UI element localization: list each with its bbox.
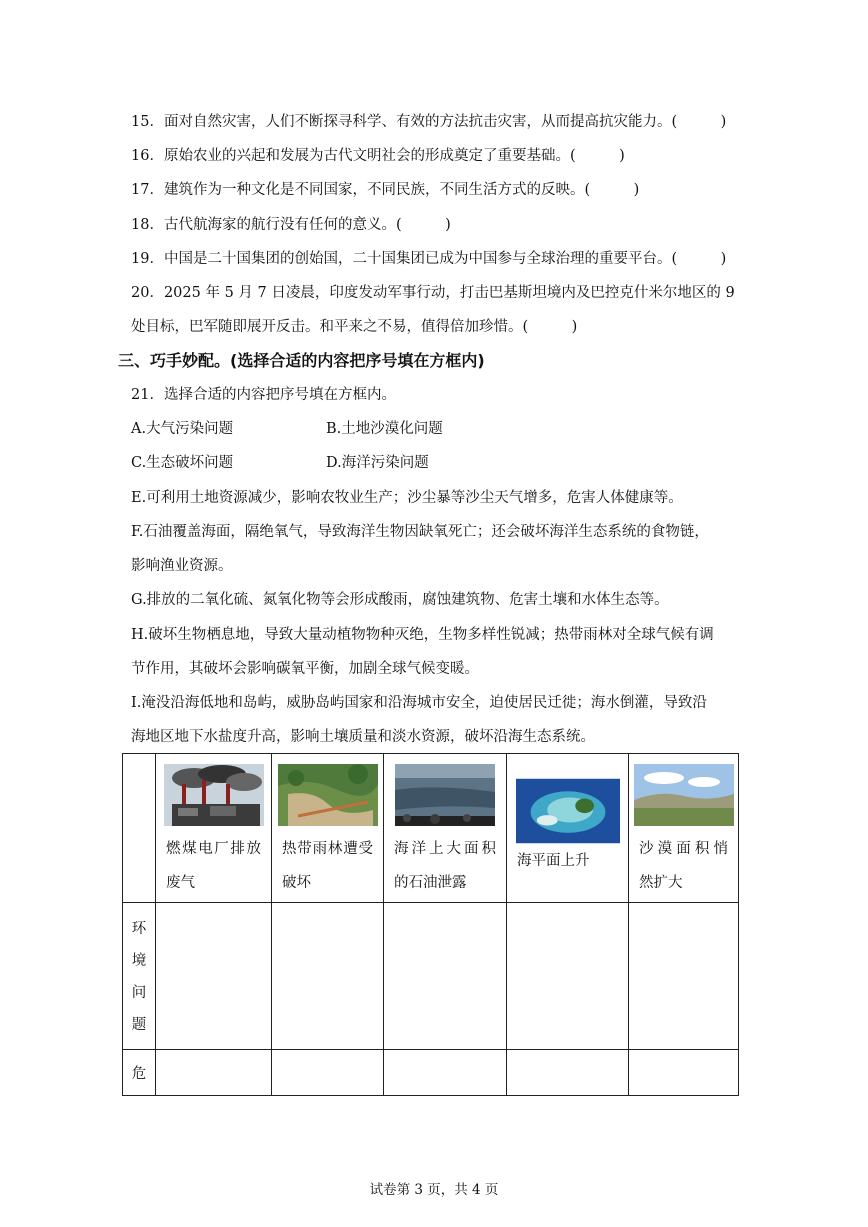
- option-a: A.大气污染问题: [131, 421, 234, 437]
- option-c: C.生态破坏问题: [131, 455, 234, 471]
- option-f-line1: F.石油覆盖海面，隔绝氧气，导致海洋生物因缺氧死亡；还会破坏海洋生态系统的食物链，: [131, 524, 709, 540]
- power-plant-image: [164, 764, 264, 826]
- image-cell-power-plant: [156, 754, 272, 903]
- answer-cell-problem-1[interactable]: [156, 903, 272, 1050]
- option-h-line1: H.破坏生物栖息地，导致大量动植物物种灭绝，生物多样性锐减；热带雨林对全球气候有调: [131, 627, 714, 643]
- caption-power-plant-line2: 废气: [166, 875, 195, 891]
- island-image: [516, 778, 620, 844]
- row-label-char: 境: [131, 953, 147, 969]
- row-label-char: 题: [131, 1017, 147, 1033]
- caption-desert-line2: 然扩大: [639, 875, 683, 891]
- section-3-heading: 三、巧手妙配。(选择合适的内容把序号填在方框内): [118, 351, 485, 370]
- option-d: D.海洋污染问题: [326, 455, 429, 471]
- option-e: E.可利用土地资源减少，影响农牧业生产；沙尘暴等沙尘天气增多，危害人体健康等。: [131, 490, 683, 506]
- option-i-line1: I.淹没沿海低地和岛屿，威胁岛屿国家和沿海城市安全，迫使居民迁徙；海水倒灌，导致沿: [131, 695, 707, 711]
- answer-cell-problem-4[interactable]: [507, 903, 629, 1050]
- rainforest-image: [278, 764, 378, 826]
- caption-sea-level-line1: 海平面上升: [517, 853, 590, 869]
- answer-cell-problem-3[interactable]: [384, 903, 507, 1050]
- option-h-line2: 节作用，其破坏会影响碳氧平衡，加剧全球气候变暖。: [131, 661, 479, 677]
- question-19: 19．中国是二十国集团的创始国，二十国集团已成为中国参与全球治理的重要平台。( ): [131, 251, 727, 267]
- question-15: 15．面对自然灾害，人们不断探寻科学、有效的方法抗击灾害，从而提高抗灾能力。( ): [131, 114, 727, 130]
- oil-spill-image: [395, 764, 495, 826]
- question-16: 16．原始农业的兴起和发展为古代文明社会的形成奠定了重要基础。( ): [131, 148, 625, 164]
- answer-cell-problem-2[interactable]: [272, 903, 384, 1050]
- answer-cell-harm-4[interactable]: [507, 1050, 629, 1096]
- answer-cell-harm-2[interactable]: [272, 1050, 384, 1096]
- desert-image: [634, 764, 734, 826]
- question-20-line1: 20．2025 年 5 月 7 日凌晨，印度发动军事行动，打击巴基斯坦境内及巴控克什米尔地区的 9: [131, 285, 735, 301]
- corner-cell: [123, 754, 156, 903]
- question-21: 21．选择合适的内容把序号填在方框内。: [131, 387, 396, 403]
- caption-oil-spill-line2: 的石油泄露: [394, 875, 467, 891]
- answer-cell-harm-5[interactable]: [629, 1050, 739, 1096]
- question-18: 18．古代航海家的航行没有任何的意义。( ): [131, 217, 451, 233]
- answer-cell-harm-3[interactable]: [384, 1050, 507, 1096]
- page-footer: 试卷第 3 页，共 4 页: [369, 1182, 499, 1198]
- question-20-line2: 处目标，巴军随即展开反击。和平来之不易，值得倍加珍惜。( ): [131, 319, 578, 335]
- caption-desert-line1: 沙漠面积悄: [639, 841, 728, 857]
- matching-table: [122, 753, 739, 1096]
- option-i-line2: 海地区地下水盐度升高，影响土壤质量和淡水资源，破坏沿海生态系统。: [131, 729, 595, 745]
- option-g: G.排放的二氧化硫、氮氧化物等会形成酸雨，腐蚀建筑物、危害土壤和水体生态等。: [131, 592, 669, 608]
- row-label-harm: [123, 1050, 156, 1096]
- row-label-environment-problem: [123, 903, 156, 1050]
- question-17: 17．建筑作为一种文化是不同国家，不同民族，不同生活方式的反映。( ): [131, 182, 640, 198]
- answer-cell-problem-5[interactable]: [629, 903, 739, 1050]
- row-label-char: 危: [131, 1066, 147, 1082]
- caption-power-plant-line1: 燃煤电厂排放: [166, 841, 261, 857]
- image-cell-sea-level: [507, 754, 629, 903]
- answer-cell-harm-1[interactable]: [156, 1050, 272, 1096]
- option-f-line2: 影响渔业资源。: [131, 558, 233, 574]
- option-b: B.土地沙漠化问题: [326, 421, 443, 437]
- caption-rainforest-line1: 热带雨林遭受: [282, 841, 373, 857]
- row-label-char: 环: [131, 921, 147, 937]
- image-cell-rainforest: [272, 754, 384, 903]
- caption-rainforest-line2: 破坏: [282, 875, 311, 891]
- row-label-char: 问: [131, 985, 147, 1001]
- image-cell-desert: [629, 754, 739, 903]
- caption-oil-spill-line1: 海洋上大面积: [394, 841, 496, 857]
- harm-row: [123, 1050, 739, 1096]
- image-cell-oil-spill: [384, 754, 507, 903]
- image-row: [123, 754, 739, 903]
- environment-problem-row: [123, 903, 739, 1050]
